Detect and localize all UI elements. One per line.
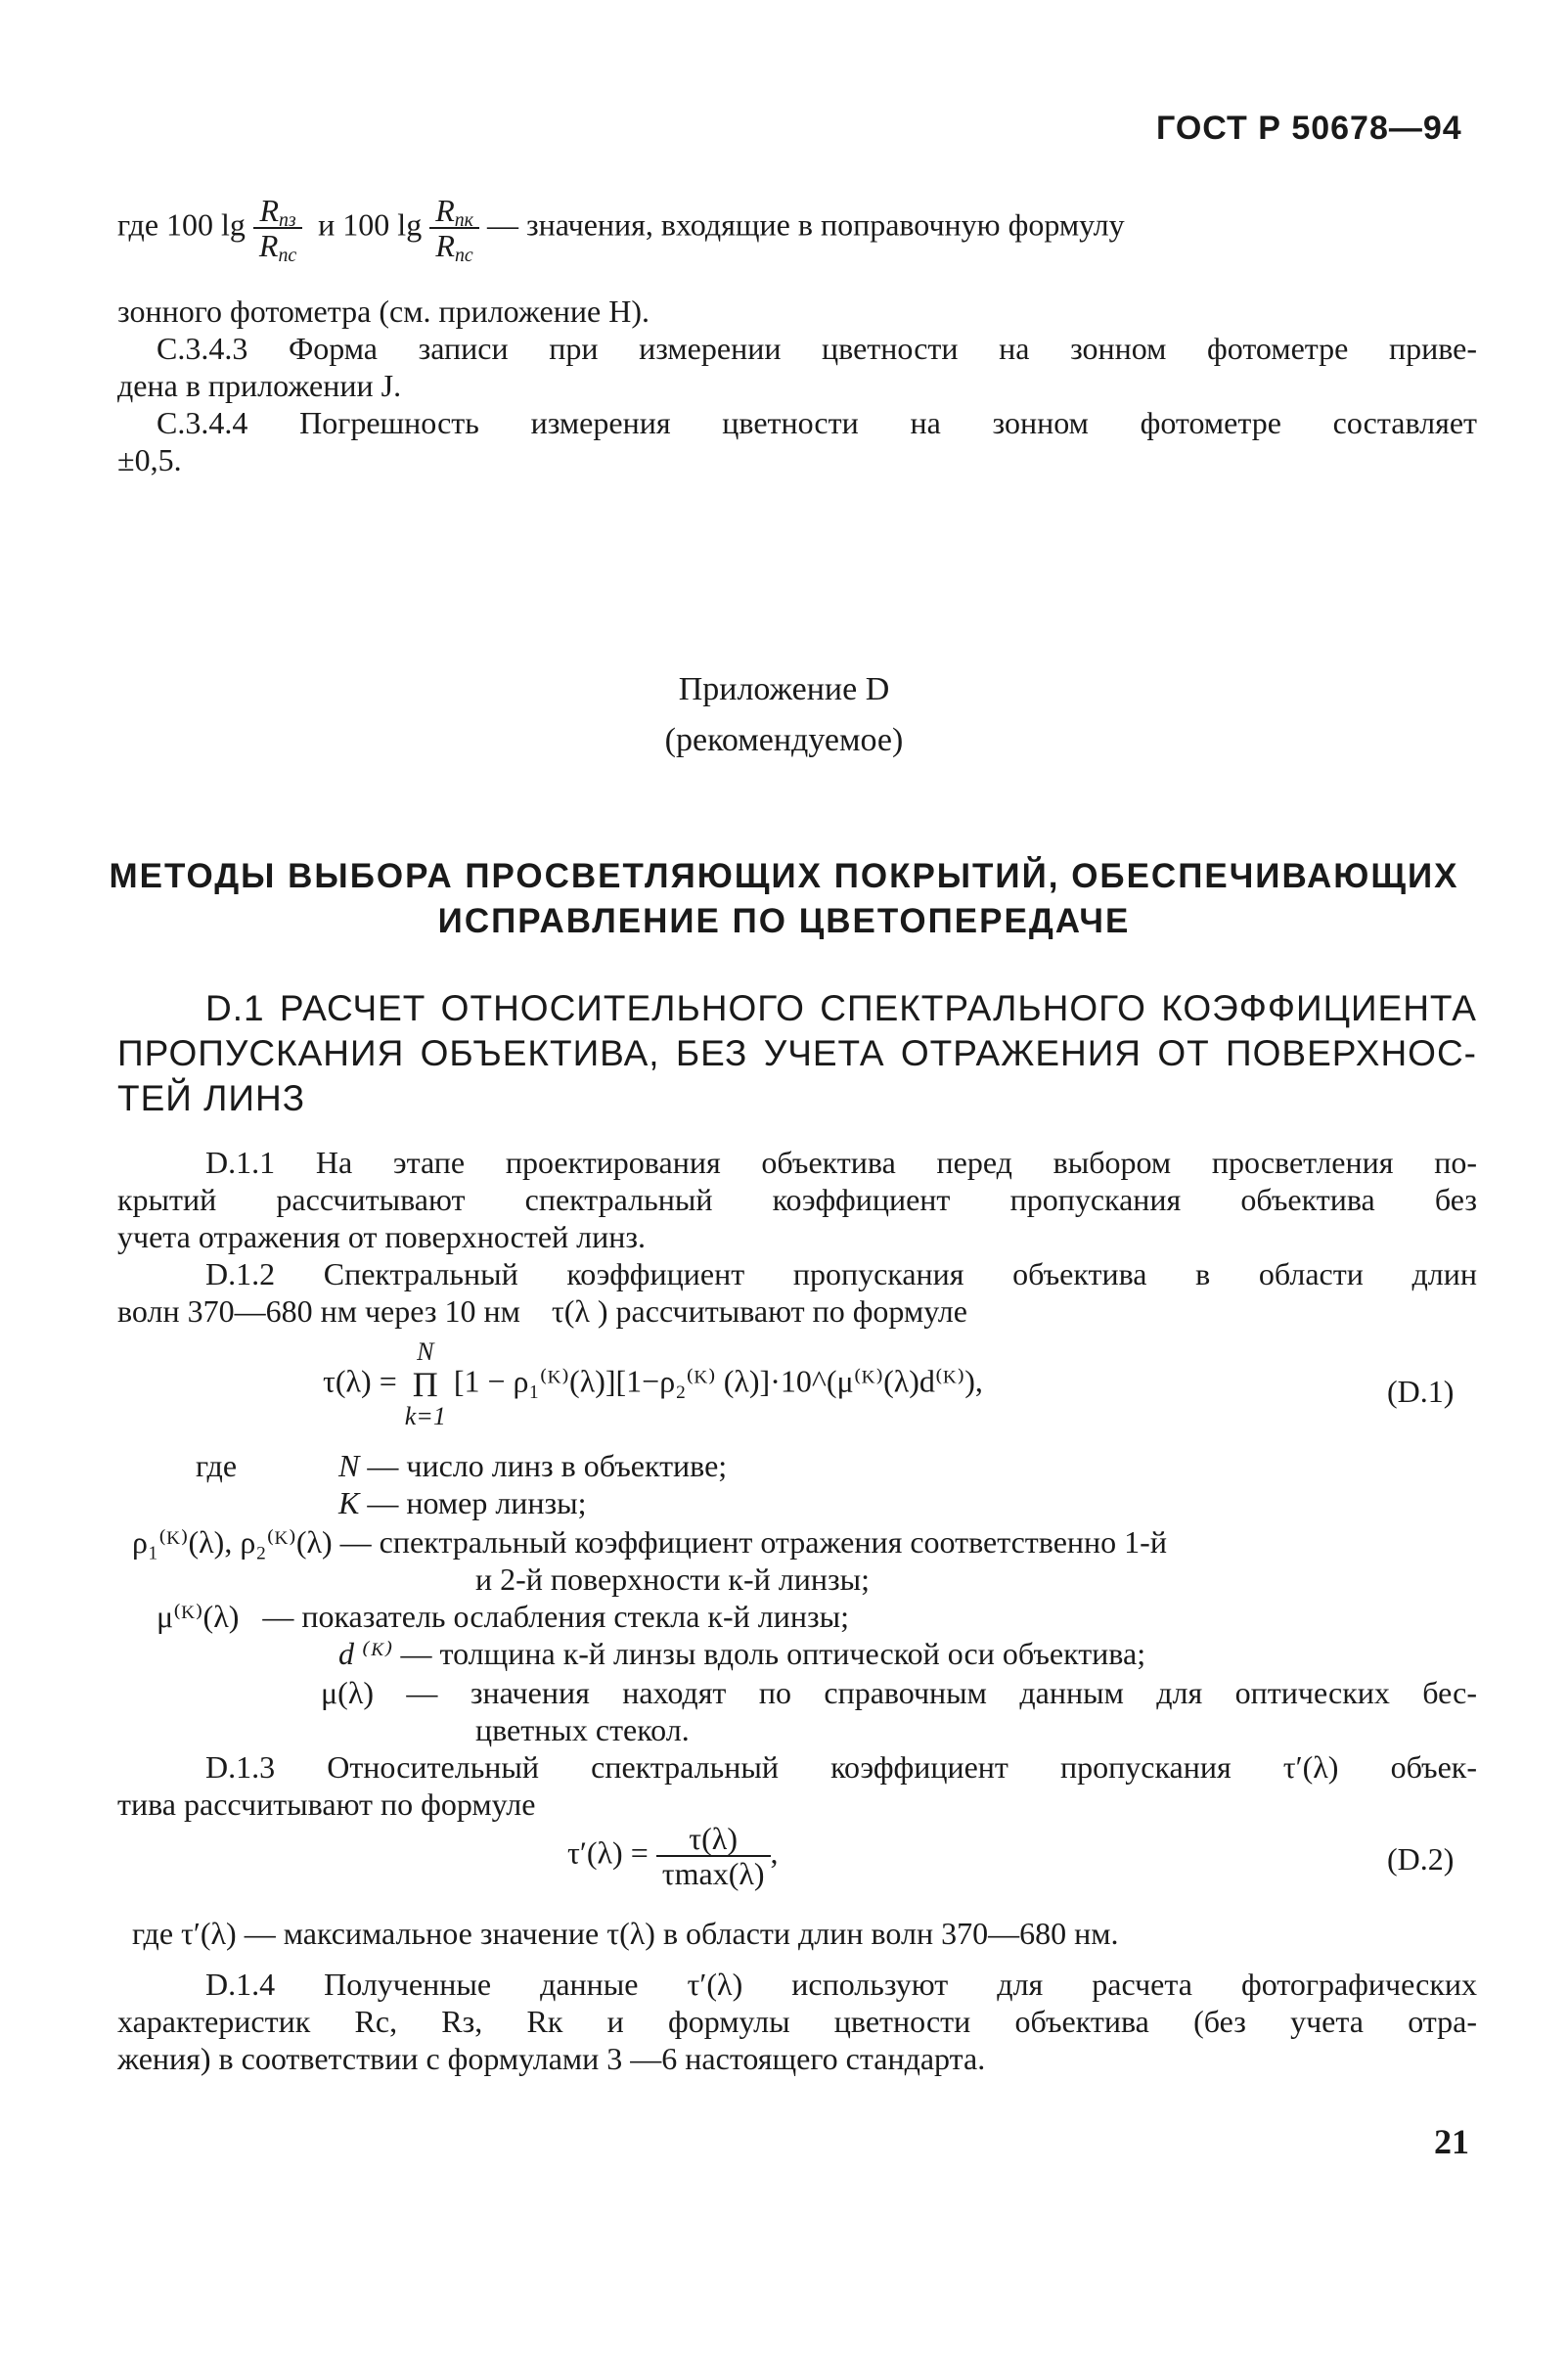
rho-symbols: ρ₁⁽ᴷ⁾(λ), ρ₂⁽ᴷ⁾(λ) [132, 1524, 333, 1560]
where-mu-lambda-line2: цветных стекол. [475, 1712, 690, 1747]
where-prefix: где 100 [117, 206, 214, 243]
paragraph-d11-line2: крытий рассчитывают спектральный коэффициент пропускания объектива без [117, 1182, 1477, 1217]
paragraph-c344-line1: С.3.4.4 Погрешность измерения цветности на зонном фотометре составляет [157, 405, 1477, 440]
paragraph-d12-line2: волн 370—680 нм через 10 нм τ(λ ) рассчитывают по формуле [117, 1293, 967, 1329]
where-n: N — число линз в объективе; [338, 1448, 728, 1483]
and-label: и 100 [318, 206, 390, 243]
product-operator: N Π k=1 [404, 1337, 446, 1430]
paragraph-c344-line2: ±0,5. [117, 442, 182, 477]
page-number: 21 [1434, 2122, 1469, 2161]
section-heading-line3: ТЕЙ ЛИНЗ [117, 1078, 306, 1118]
paragraph-c343-line1: С.3.4.3 Форма записи при измерении цветности на зонном фотометре приве- [157, 331, 1477, 366]
paragraph-d14-line2: характеристик Rс, Rз, Rк и формулы цветности объектива (без учета отра- [117, 2004, 1477, 2039]
equation-d2-lhs: τ′(λ) = [567, 1834, 649, 1871]
standard-number: ГОСТ Р 50678—94 [1156, 110, 1462, 147]
fraction-rpz-rps: $\frac{R_{пз}}{R_{пс}}$ [253, 194, 302, 262]
paragraph-d14-line1: D.1.4 Полученные данные τ′(λ) используют для расчета фотографических [205, 1967, 1477, 2002]
paragraph-d14-line3: жения) в соответствии с формулами 3 —6 настоящего стандарта. [117, 2041, 986, 2076]
appendix-label: Приложение D [678, 671, 890, 707]
equation-d1-body: [1 − ρ₁⁽ᴷ⁾(λ)][1−ρ₂⁽ᴷ⁾ (λ)]·10^(μ⁽ᴷ⁾(λ)d⁽ᴷ⁾), [453, 1363, 983, 1399]
section-heading-line1: D.1 РАСЧЕТ ОТНОСИТЕЛЬНОГО СПЕКТРАЛЬНОГО КОЭФФИЦИЕНТА [205, 988, 1477, 1028]
text-line: зонного фотометра (см. приложение Н). [117, 294, 650, 329]
equation-d2: τ′(λ) = $\frac{\tau(\lambda)}{\tau\max(\lambda)}$ , [567, 1821, 779, 1891]
lg-label: lg [221, 206, 246, 243]
tau-lambda-symbol: τ(λ ) [551, 1293, 608, 1329]
equation-d1-number: (D.1) [1387, 1374, 1455, 1409]
fraction-rpk-rps: $\frac{R_{пк}}{R_{пс}}$ [429, 194, 479, 262]
appendix-title-line2: ИСПРАВЛЕНИЕ ПО ЦВЕТОПЕРЕДАЧЕ [437, 902, 1131, 940]
where-rho: ρ₁⁽ᴷ⁾(λ), ρ₂⁽ᴷ⁾(λ) — спектральный коэффициент отражения соответственно 1-й [132, 1524, 1167, 1560]
where-mu: μ⁽ᴷ⁾(λ) — показатель ослабления стекла к-й линзы; [157, 1599, 849, 1634]
paragraph-d11-line3: учета отражения от поверхностей линз. [117, 1219, 646, 1254]
equation-d1-lhs: τ(λ) = [323, 1363, 397, 1399]
equation-d2-number: (D.2) [1387, 1841, 1455, 1877]
paragraph-d11-line1: D.1.1 На этапе проектирования объектива перед выбором просветления по- [205, 1145, 1477, 1180]
equation-d2-fraction: $\frac{\tau(\lambda)}{\tau\max(\lambda)}$ [656, 1822, 771, 1890]
appendix-title-line1: МЕТОДЫ ВЫБОРА ПРОСВЕТЛЯЮЩИХ ПОКРЫТИЙ, ОБЕСПЕЧИВАЮЩИХ [109, 857, 1459, 895]
where-label: где [196, 1448, 238, 1483]
where-k: K — номер линзы; [338, 1485, 587, 1520]
where-d: d ⁽ᴷ⁾ — толщина к-й линзы вдоль оптической оси объектива; [338, 1636, 1146, 1671]
mu-symbol: μ⁽ᴷ⁾(λ) [157, 1599, 240, 1634]
paragraph-c343-line2: дена в приложении J. [117, 368, 402, 403]
section-heading-line2: ПРОПУСКАНИЯ ОБЪЕКТИВА, БЕЗ УЧЕТА ОТРАЖЕНИЯ ОТ ПОВЕРХНОС- [117, 1033, 1477, 1073]
equation-d1 [323, 1338, 983, 1430]
where-rho-line2: и 2-й поверхности к-й линзы; [475, 1561, 870, 1597]
paragraph-d13-line1: D.1.3 Относительный спектральный коэффициент пропускания τ′(λ) объек- [205, 1749, 1477, 1785]
appendix-type: (рекомендуемое) [664, 722, 904, 758]
paragraph-d13-line2: тива рассчитывают по формуле [117, 1787, 536, 1822]
where-mu-lambda: μ(λ) — значения находят по справочным данным для оптических бес- [321, 1675, 1478, 1710]
formula-reference-line: где 100 lg $\frac{R_{пз}}{R_{пс}}$ и 100 lg $\frac{R_{пк}}{R_{пс}}$ — значения, входящие в поправочную формулу [117, 193, 1125, 266]
paragraph-d12-line1: D.1.2 Спектральный коэффициент пропускания объектива в области длин [205, 1256, 1477, 1291]
formula-reference-tail: — значения, входящие в поправочную формулу [486, 206, 1125, 243]
paragraph-d13-after: где τ′(λ) — максимальное значение τ(λ) в области длин волн 370—680 нм. [132, 1916, 1119, 1951]
